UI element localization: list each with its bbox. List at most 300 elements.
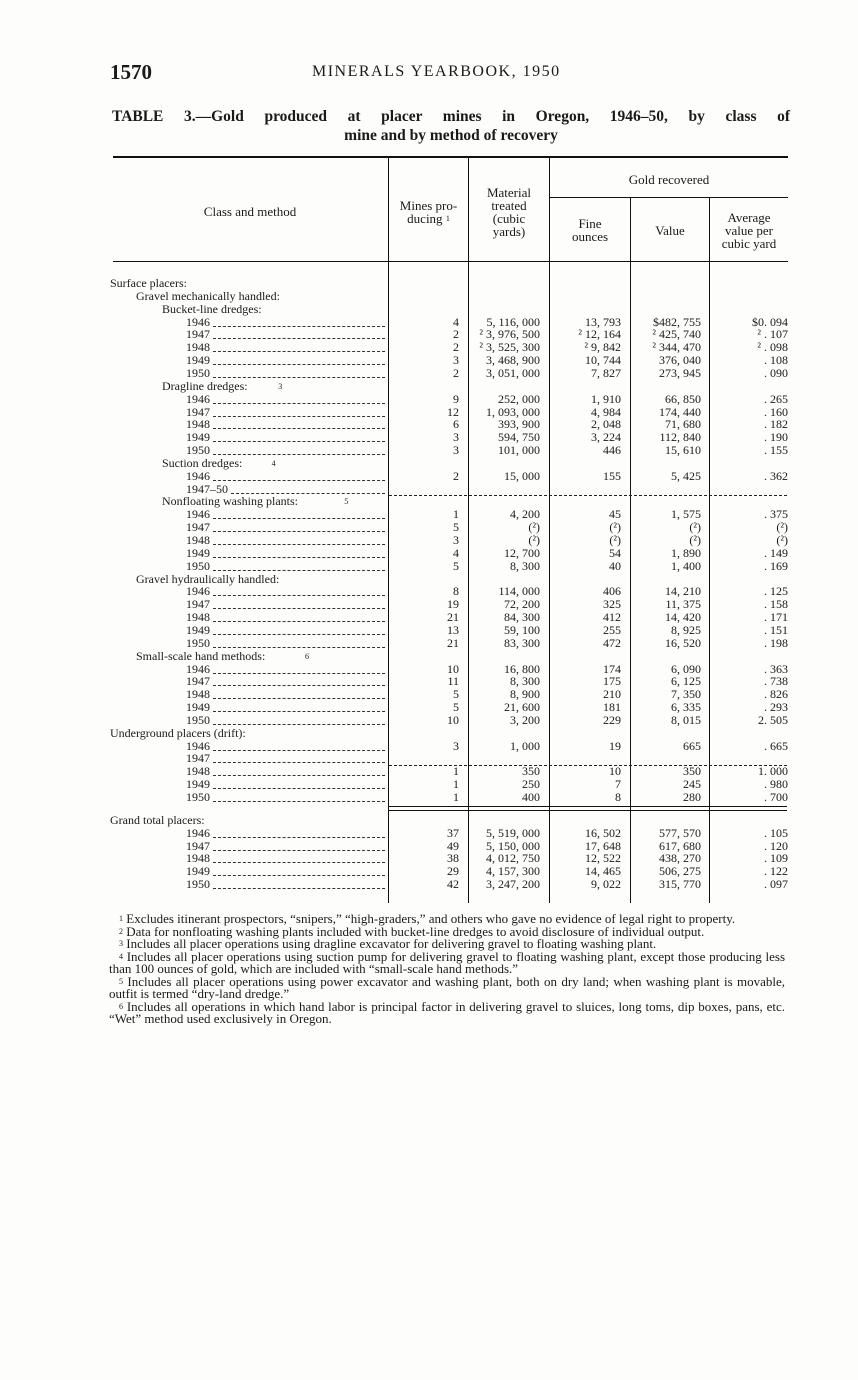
table-row: [110, 457, 790, 470]
row-label: 1946: [186, 507, 210, 522]
table-row: [110, 814, 790, 827]
cell-avg: $0. 094: [752, 314, 788, 329]
cell-material: 594, 750: [498, 430, 540, 445]
dot-leader: [213, 480, 385, 481]
row-label: 1949: [186, 545, 210, 560]
cell-avg: . 700: [764, 790, 788, 804]
cell-fine: 472: [603, 635, 621, 650]
cell-fine: (²): [609, 533, 621, 547]
cell-value: 1, 400: [671, 558, 701, 573]
cell-fine: 9, 022: [591, 877, 621, 892]
cell-avg: . 122: [764, 864, 788, 879]
row-label: 1950: [186, 365, 210, 380]
dot-leader: [213, 428, 385, 429]
dot-leader: [213, 531, 385, 532]
cell-value: 1, 575: [671, 507, 701, 522]
cell-value: 665: [683, 738, 701, 753]
row-label: 1949: [186, 864, 210, 879]
cell-avg: . 097: [764, 877, 788, 892]
row-label: 1947: [186, 674, 210, 689]
row-label: 1947: [186, 838, 210, 853]
cell-fine: 40: [609, 558, 621, 573]
cell-mines: 1: [453, 764, 459, 779]
page-number: 1570: [110, 60, 152, 84]
footnote-mark: 2: [119, 926, 123, 936]
cell-mines: 6: [453, 417, 459, 432]
dot-leader: [213, 750, 385, 751]
row-label: 1949: [186, 777, 210, 792]
cell-fine: 175: [603, 674, 621, 689]
cell-mines: 49: [447, 838, 459, 853]
dot-leader: [213, 595, 385, 596]
cell-material: 59, 100: [504, 622, 540, 637]
table-row: [110, 727, 790, 740]
table-row: [110, 393, 790, 406]
row-label: 1946: [186, 314, 210, 329]
cell-mines: 10: [447, 712, 459, 727]
footnote-mark: 3: [278, 381, 283, 391]
cell-material: 8, 300: [510, 674, 540, 689]
cell-fine: 10: [609, 764, 621, 779]
cell-fine: 12, 522: [585, 851, 621, 866]
cell-avg: . 125: [764, 584, 788, 599]
cell-fine: 14, 465: [585, 864, 621, 879]
dot-leader: [213, 775, 385, 776]
footnote-text: Data for nonfloating washing plants included with bucket-line dredges to avoid disclosure of individual output.: [126, 923, 705, 939]
cell-mines: 3: [453, 443, 459, 458]
cell-fine: 229: [603, 712, 621, 727]
footnote-text: Includes all placer operations using suction pump for delivering gravel to floating washing plant, except those producing less than 100 ounces of gold, which are included with “small-scale hand methods.”: [109, 948, 786, 976]
row-label: 1947–50: [186, 481, 228, 496]
cell-mines: 12: [447, 404, 459, 419]
cell-fine: 210: [603, 687, 621, 702]
cell-value: 245: [683, 777, 701, 792]
cell-fine: 446: [603, 443, 621, 458]
cell-fine: 2, 048: [591, 417, 621, 432]
cell-avg: 1. 000: [758, 764, 788, 779]
cell-material: 21, 600: [504, 700, 540, 715]
row-label: Nonfloating washing plants:: [162, 494, 298, 509]
cell-material: 5, 150, 000: [486, 838, 540, 853]
cell-mines: 3: [453, 533, 459, 547]
dot-leader: [213, 724, 385, 725]
row-label: Grand total placers:: [110, 812, 205, 827]
cell-avg: . 169: [764, 558, 788, 573]
table-row: [110, 827, 790, 840]
row-label: 1948: [186, 417, 210, 432]
cell-avg: ² . 098: [757, 340, 788, 355]
row-label: 1946: [186, 391, 210, 406]
cell-mines: 11: [447, 674, 459, 689]
footnote-text: Includes all operations in which hand labor is principal factor in delivering gravel to sluices, long toms, dip boxes, pans, etc. “Wet” method used exclusively in Oregon.: [109, 998, 786, 1026]
row-label: 1950: [186, 790, 210, 804]
cell-avg: . 149: [764, 545, 788, 560]
cell-value: 14, 420: [665, 610, 701, 625]
cell-material: 3, 468, 900: [486, 353, 540, 368]
dot-leader: [213, 850, 385, 851]
row-label: Dragline dredges:: [162, 378, 248, 393]
footnote-text: Includes all placer operations using power excavator and washing plant, both on dry land; when washing plant is movable, outfit is termed “dry-land dredge.”: [109, 973, 786, 1001]
cell-value: 112, 840: [659, 430, 701, 445]
cell-material: 84, 300: [504, 610, 540, 625]
cell-value: 8, 925: [671, 622, 701, 637]
row-label: 1947: [186, 327, 210, 342]
dot-leader: [213, 377, 385, 378]
cell-fine: 10, 744: [585, 353, 621, 368]
cell-fine: 3, 224: [591, 430, 621, 445]
cell-mines: 2: [453, 340, 459, 355]
cell-fine: 7: [615, 777, 621, 792]
row-label: 1948: [186, 851, 210, 866]
cell-avg: . 826: [764, 687, 788, 702]
table-title: [112, 107, 790, 145]
cell-value: 280: [683, 790, 701, 804]
cell-value: 6, 090: [671, 661, 701, 676]
cell-fine: 16, 502: [585, 825, 621, 840]
dot-leader: [213, 326, 385, 327]
cell-mines: 4: [453, 314, 459, 329]
cell-avg: . 265: [764, 391, 788, 406]
dot-leader: [213, 441, 385, 442]
cell-material: 3, 051, 000: [486, 365, 540, 380]
cell-material: ² 3, 976, 500: [479, 327, 540, 342]
table-top-rule: [113, 156, 788, 158]
row-label: 1946: [186, 584, 210, 599]
cell-fine: ² 12, 164: [578, 327, 621, 342]
row-label: 1949: [186, 622, 210, 637]
row-label: Underground placers (drift):: [110, 725, 246, 740]
row-label: 1948: [186, 610, 210, 625]
cell-avg: . 158: [764, 597, 788, 612]
total-separator: [389, 806, 787, 811]
cell-fine: 8: [615, 790, 621, 804]
cell-avg: . 738: [764, 674, 788, 689]
cell-mines: 42: [447, 877, 459, 892]
row-label: 1950: [186, 443, 210, 458]
row-label: 1948: [186, 764, 210, 779]
dot-leader: [213, 862, 385, 863]
dot-leader: [213, 698, 385, 699]
header-fine-ounces: Fine ounces: [571, 216, 609, 244]
cell-fine: 45: [609, 507, 621, 522]
table-row: [110, 303, 790, 316]
cell-value: 6, 335: [671, 700, 701, 715]
row-label: Surface placers:: [110, 276, 187, 290]
cell-value: 438, 270: [659, 851, 701, 866]
cell-mines: 2: [453, 365, 459, 380]
dot-leader: [213, 762, 385, 763]
cell-material: 1, 093, 000: [486, 404, 540, 419]
table-row: [110, 547, 790, 560]
table-row: [110, 367, 790, 380]
cell-avg: . 160: [764, 404, 788, 419]
cell-material: 114, 000: [498, 584, 540, 599]
cell-mines: 5: [453, 558, 459, 573]
cell-mines: 2: [453, 327, 459, 342]
dot-leader: [213, 544, 385, 545]
header-material-treated: Material treated (cubic yards): [486, 185, 532, 239]
dot-leader: [213, 875, 385, 876]
row-label: 1950: [186, 558, 210, 573]
cell-material: 400: [522, 790, 540, 804]
table-row: [110, 470, 790, 483]
footnote-mark: 4: [271, 458, 276, 468]
cell-avg: . 155: [764, 443, 788, 458]
header-class-method: Class and method: [203, 204, 297, 219]
footnote-text: Excludes itinerant prospectors, “snipers,” “high-graders,” and others who gave no evidence of legal right to property.: [126, 911, 736, 926]
cell-material: ² 3, 525, 300: [479, 340, 540, 355]
row-label: 1950: [186, 635, 210, 650]
table-row: [110, 714, 790, 727]
table-row: [110, 740, 790, 753]
footnote-mark: 4: [119, 951, 123, 961]
cell-value: 174, 440: [659, 404, 701, 419]
cell-avg: . 190: [764, 430, 788, 445]
cell-material: 5, 519, 000: [486, 825, 540, 840]
row-label: 1946: [186, 468, 210, 483]
table-row: [110, 508, 790, 521]
cell-material: 83, 300: [504, 635, 540, 650]
cell-avg: (²): [776, 520, 788, 535]
row-label: 1949: [186, 430, 210, 445]
cell-mines: 21: [447, 610, 459, 625]
cell-material: 5, 116, 000: [486, 314, 540, 329]
row-label: 1950: [186, 877, 210, 892]
cell-fine: 155: [603, 468, 621, 483]
cell-fine: ² 9, 842: [584, 340, 621, 355]
row-label: 1947: [186, 404, 210, 419]
cell-value: 14, 210: [665, 584, 701, 599]
cell-value: 273, 945: [659, 365, 701, 380]
cell-mines: 5: [453, 687, 459, 702]
cell-fine: 19: [609, 738, 621, 753]
cell-mines: 3: [453, 353, 459, 368]
row-label: 1947: [186, 597, 210, 612]
cell-material: (²): [528, 533, 540, 547]
header-gold-recovered: Gold recovered: [628, 172, 710, 187]
cell-avg: . 151: [764, 622, 788, 637]
cell-material: 350: [522, 764, 540, 779]
table-row: [110, 878, 790, 891]
cell-mines: 1: [453, 790, 459, 804]
cell-material: 250: [522, 777, 540, 792]
cell-avg: . 182: [764, 417, 788, 432]
cell-avg: . 171: [764, 610, 788, 625]
row-label: 1946: [186, 825, 210, 840]
cell-avg: . 362: [764, 468, 788, 483]
table-title-line-1: TABLE 3.—Gold produced at placer mines in Oregon, 1946–50, by class of: [112, 108, 790, 125]
cell-value: 16, 520: [665, 635, 701, 650]
header-bottom-rule: [113, 261, 788, 262]
cell-material: 3, 247, 200: [486, 877, 540, 892]
cell-mines: 8: [453, 584, 459, 599]
row-label: 1947: [186, 520, 210, 535]
dot-leader: [213, 621, 385, 622]
cell-avg: . 108: [764, 353, 788, 368]
table-row: [110, 380, 790, 393]
row-label: 1947: [186, 751, 210, 766]
cell-material: 4, 012, 750: [486, 851, 540, 866]
dot-leader: [213, 608, 385, 609]
row-label: 1948: [186, 687, 210, 702]
cell-value: 577, 570: [659, 825, 701, 840]
footnote: [109, 948, 786, 976]
cell-value: 7, 350: [671, 687, 701, 702]
cell-value: ² 425, 740: [652, 327, 701, 342]
cell-material: 15, 000: [504, 468, 540, 483]
cell-value: 376, 040: [659, 353, 701, 368]
cell-fine: (²): [609, 520, 621, 535]
cell-material: 8, 900: [510, 687, 540, 702]
table-row: [110, 521, 790, 534]
row-label: 1948: [186, 340, 210, 355]
cell-material: 252, 000: [498, 391, 540, 406]
footnote-mark: 5: [119, 976, 123, 986]
row-label: 1950: [186, 712, 210, 727]
cell-value: $482, 755: [653, 314, 701, 329]
footnote-mark: 1: [119, 914, 123, 923]
dot-leader: [213, 570, 385, 571]
dot-leader: [213, 634, 385, 635]
cell-material: 4, 200: [510, 507, 540, 522]
cell-avg: (²): [776, 533, 788, 547]
cell-mines: 3: [453, 430, 459, 445]
table-row: [110, 290, 790, 303]
cell-value: 617, 680: [659, 838, 701, 853]
row-label: 1946: [186, 738, 210, 753]
row-label: Bucket-line dredges:: [162, 301, 262, 316]
dot-leader: [213, 351, 385, 352]
footnote-mark: 6: [119, 1001, 123, 1011]
cell-material: 101, 000: [498, 443, 540, 458]
cell-value: ² 344, 470: [652, 340, 701, 355]
cell-value: 1, 890: [671, 545, 701, 560]
table-row: [110, 791, 790, 804]
cell-mines: 21: [447, 635, 459, 650]
table-row: [110, 637, 790, 650]
footnote: [109, 973, 786, 1001]
cell-material: 393, 900: [498, 417, 540, 432]
dot-leader: [213, 685, 385, 686]
cell-value: 11, 375: [665, 597, 701, 612]
cell-mines: 37: [447, 825, 459, 840]
cell-value: 66, 850: [665, 391, 701, 406]
footnote-mark: 5: [344, 497, 349, 507]
cell-avg: . 980: [764, 777, 788, 792]
footnote-mark: 3: [119, 939, 123, 948]
cell-avg: . 120: [764, 838, 788, 853]
dot-leader: [213, 403, 385, 404]
cell-avg: . 105: [764, 825, 788, 840]
row-label: Gravel hydraulically handled:: [136, 571, 280, 586]
cell-mines: 13: [447, 622, 459, 637]
cell-fine: 1, 910: [591, 391, 621, 406]
cell-fine: 181: [603, 700, 621, 715]
row-label: 1949: [186, 700, 210, 715]
cell-material: 4, 157, 300: [486, 864, 540, 879]
dot-leader: [213, 416, 385, 417]
cell-avg: . 363: [764, 661, 788, 676]
cell-value: 350: [683, 764, 701, 779]
cell-mines: 1: [453, 507, 459, 522]
row-label: 1948: [186, 533, 210, 547]
cell-fine: 17, 648: [585, 838, 621, 853]
cell-mines: 5: [453, 520, 459, 535]
dot-leader: [213, 801, 385, 802]
cell-mines: 3: [453, 738, 459, 753]
cell-material: (²): [528, 520, 540, 535]
cell-avg: . 665: [764, 738, 788, 753]
cell-mines: 38: [447, 851, 459, 866]
table-row: [110, 560, 790, 573]
table-row: [110, 650, 790, 663]
cell-mines: 1: [453, 777, 459, 792]
cell-fine: 406: [603, 584, 621, 599]
cell-value: 71, 680: [665, 417, 701, 432]
cell-avg: . 293: [764, 700, 788, 715]
table-title-line-2: mine and by method of recovery: [344, 127, 558, 144]
cell-avg: . 375: [764, 507, 788, 522]
row-label: Suction dredges:: [162, 455, 243, 470]
dot-leader: [213, 518, 385, 519]
cell-mines: 10: [447, 661, 459, 676]
cell-avg: . 109: [764, 851, 788, 866]
cell-avg: . 090: [764, 365, 788, 380]
cell-material: 12, 700: [504, 545, 540, 560]
row-label: Small-scale hand methods:: [136, 648, 266, 663]
dot-leader: [213, 647, 385, 648]
cell-fine: 255: [603, 622, 621, 637]
dot-leader: [213, 557, 385, 558]
dot-leader: [213, 364, 385, 365]
row-label: Gravel mechanically handled:: [136, 288, 280, 303]
dot-leader: [213, 788, 385, 789]
dot-leader: [213, 837, 385, 838]
cell-mines: 5: [453, 700, 459, 715]
cell-value: 15, 610: [665, 443, 701, 458]
cell-fine: 174: [603, 661, 621, 676]
cell-value: 8, 015: [671, 712, 701, 727]
header-mines-producing: Mines pro- ducing $^1$: [399, 198, 458, 226]
dot-leader: [213, 673, 385, 674]
cell-value: 6, 125: [671, 674, 701, 689]
header-value: Value: [655, 223, 685, 238]
dot-leader: [213, 454, 385, 455]
footnote-text: Includes all placer operations using dragline excavator for delivering gravel to floating washing plant.: [126, 936, 657, 951]
cell-value: 315, 770: [659, 877, 701, 892]
cell-mines: 4: [453, 545, 459, 560]
cell-mines: 29: [447, 864, 459, 879]
dot-leader: [213, 338, 385, 339]
cell-material: 16, 800: [504, 661, 540, 676]
footnote-mark: 6: [305, 651, 309, 661]
cell-material: 1, 000: [510, 738, 540, 753]
cell-avg: . 198: [764, 635, 788, 650]
cell-fine: 54: [609, 545, 621, 560]
cell-value: 506, 275: [659, 864, 701, 879]
dot-leader: [231, 493, 385, 494]
cell-value: (²): [689, 520, 701, 535]
cell-fine: 325: [603, 597, 621, 612]
cell-value: (²): [689, 533, 701, 547]
cell-mines: 19: [447, 597, 459, 612]
cell-value: 5, 425: [671, 468, 701, 483]
cell-fine: 13, 793: [585, 314, 621, 329]
cell-mines: 2: [453, 468, 459, 483]
row-label: 1949: [186, 353, 210, 368]
cell-fine: 7, 827: [591, 365, 621, 380]
cell-mines: 9: [453, 391, 459, 406]
